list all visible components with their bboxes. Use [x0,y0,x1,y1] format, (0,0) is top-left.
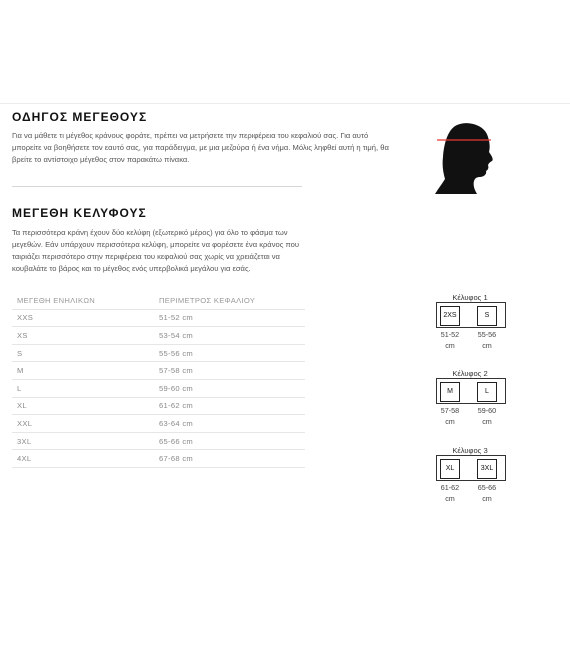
table-row [12,344,305,362]
circumference-cell: 63-64 cm [149,415,305,433]
column-header-adult-size: ΜΕΓΕΘΗ ΕΝΗΛΙΚΩΝ [12,292,149,309]
shell-3-range [472,482,502,504]
size-cell: 3XL [12,432,149,450]
table-row [12,362,305,380]
size-cell: XXL [12,415,149,433]
size-table [12,292,305,468]
circumference-cell: 61-62 cm [149,397,305,415]
column-header-head-circumference: ΠΕΡΙΜΕΤΡΟΣ ΚΕΦΑΛΙΟΥ [149,292,305,309]
range-value: 59-60 [477,406,497,415]
range-value: 57-58 [440,406,460,415]
size-cell: L [12,379,149,397]
size-cell: XXS [12,309,149,327]
size-cell: XL [12,397,149,415]
range-value: 51-52 [440,330,460,339]
range-value: 61-62 [440,483,460,492]
circumference-cell: 57-58 cm [149,362,305,380]
size-cell: M [12,362,149,380]
size-cell: XS [12,327,149,345]
range-unit: cm [445,341,455,350]
shell-2-title: Κέλυφος 2 [452,369,488,378]
top-divider [0,103,570,104]
shell-2-range [435,405,465,427]
shell-2-size-box: L [477,382,497,402]
table-row [12,450,305,468]
table-row [12,379,305,397]
table-row [12,415,305,433]
range-unit: cm [482,417,492,426]
shell-1-title: Κέλυφος 1 [452,293,488,302]
table-row [12,397,305,415]
circumference-cell: 51-52 cm [149,309,305,327]
shell-1-size-box: S [477,306,497,326]
table-row [12,327,305,345]
circumference-cell: 59-60 cm [149,379,305,397]
shell-sizes-title: ΜΕΓΕΘΗ ΚΕΛΥΦΟΥΣ [12,206,147,220]
range-unit: cm [445,417,455,426]
size-guide-text: Για να μάθετε τι μέγεθος κράνους φοράτε, πρέπει να μετρήσετε την περιφέρεια του κεφαλιού σας. Για αυτό μπορείτε να βοηθήσετε τον εαυτό σας, για παράδειγμα, με μια μεζούρα ή ένα νήμα. Μόλις ληφθεί αυτή η τιμή, θα βρείτε το αντίστοιχο μέγεθος στον παρακάτω πίνακα. [12,131,389,164]
shell-1-range [435,329,465,351]
range-value: 65-66 [477,483,497,492]
shell-2-range [472,405,502,427]
shell-3-size-box: 3XL [477,459,497,479]
circumference-cell: 65-66 cm [149,432,305,450]
range-unit: cm [482,494,492,503]
shell-2-size-box: M [440,382,460,402]
table-header-row [12,292,305,309]
shell-3-range [435,482,465,504]
shell-1-size-box: 2XS [440,306,460,326]
size-cell: 4XL [12,450,149,468]
circumference-cell: 53-54 cm [149,327,305,345]
shell-3-size-box: XL [440,459,460,479]
range-unit: cm [482,341,492,350]
range-value: 55-56 [477,330,497,339]
table-row [12,309,305,327]
section-divider [12,186,302,187]
size-guide-title: ΟΔΗΓΟΣ ΜΕΓΕΘΟΥΣ [12,110,148,124]
circumference-cell: 55-56 cm [149,344,305,362]
shell-3-title: Κέλυφος 3 [452,446,488,455]
shell-sizes-text: Τα περισσότερα κράνη έχουν δύο κελύφη (εξωτερικό μέρος) για όλο το φάσμα των μεγεθών. Εάν υπάρχουν περισσότερα κελύφη, μπορείτε να φορέσετε ένα κράνος που ταιριάζει περισσότερο στην περιφέρεια του κεφαλιού σας χωρίς να χρειάζεται να κουβαλάτε το βάρος και το μέγεθος ενός υπερβολικά μεγάλου για εσάς. [12,228,299,273]
circumference-cell: 67-68 cm [149,450,305,468]
size-cell: S [12,344,149,362]
table-row [12,432,305,450]
range-unit: cm [445,494,455,503]
head-silhouette-icon [433,121,495,195]
shell-1-range [472,329,502,351]
